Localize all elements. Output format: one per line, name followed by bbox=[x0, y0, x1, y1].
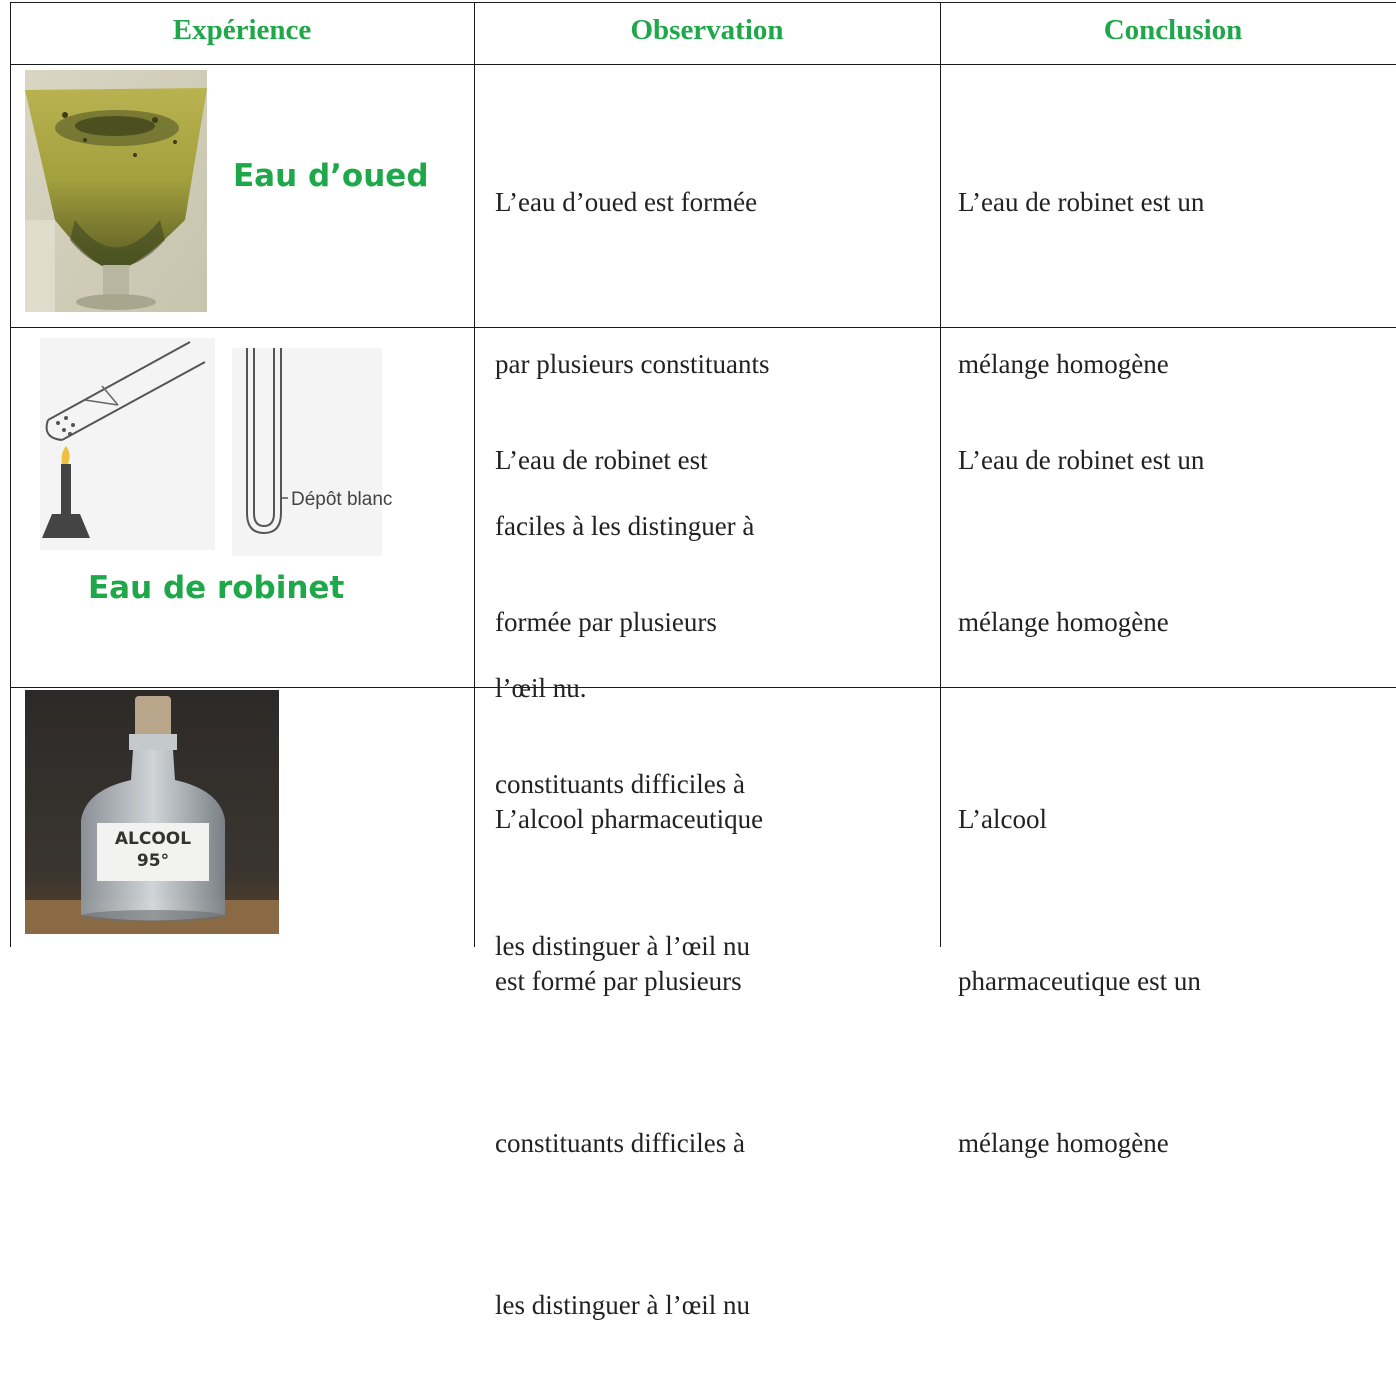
text-line: L’eau de robinet est bbox=[495, 445, 708, 475]
row-divider bbox=[10, 64, 1396, 65]
header-experience: Expérience bbox=[172, 14, 312, 46]
heating-tube-diagram bbox=[40, 338, 215, 550]
text-line: mélange homogène bbox=[958, 349, 1169, 379]
conclusion-tap-water bbox=[958, 325, 1204, 703]
text-line: formée par plusieurs bbox=[495, 607, 717, 637]
text-line: constituants difficiles à bbox=[495, 1128, 745, 1158]
text-line: mélange homogène bbox=[958, 1128, 1169, 1158]
column-divider bbox=[10, 2, 11, 947]
bottle-label-line: 95° bbox=[136, 851, 170, 871]
text-line: faciles à les distinguer à bbox=[495, 511, 755, 541]
text-line: L’eau de robinet est un bbox=[958, 445, 1205, 475]
column-divider bbox=[474, 2, 475, 947]
text-line: est formé par plusieurs bbox=[495, 966, 742, 996]
text-line: L’eau de robinet est un bbox=[958, 187, 1205, 217]
text-line: L’alcool pharmaceutique bbox=[495, 804, 764, 834]
header-observation: Observation bbox=[630, 14, 784, 46]
observation-alcohol bbox=[495, 684, 763, 1386]
text-line: les distinguer à l’œil nu bbox=[495, 1290, 750, 1320]
column-divider bbox=[940, 2, 941, 947]
test-tube-diagram bbox=[232, 348, 382, 556]
conclusion-alcohol bbox=[958, 684, 1201, 1224]
text-line: les distinguer à l’œil nu bbox=[495, 931, 750, 961]
text-line: mélange homogène bbox=[958, 607, 1169, 637]
text-line: L’alcool bbox=[958, 804, 1047, 834]
label-tap-water: Eau de robinet bbox=[88, 570, 345, 606]
river-water-glass-photo bbox=[25, 70, 207, 312]
text-line: l’œil nu. bbox=[495, 673, 587, 703]
table-border-top bbox=[10, 2, 1396, 3]
label-river-water: Eau d’oued bbox=[233, 158, 429, 194]
bottle-label-text bbox=[97, 828, 209, 872]
text-line: par plusieurs constituants bbox=[495, 349, 770, 379]
text-line: pharmaceutique est un bbox=[958, 966, 1201, 996]
alcohol-bottle-photo bbox=[25, 690, 279, 934]
label-white-deposit: Dépôt blanc bbox=[291, 489, 393, 510]
header-conclusion: Conclusion bbox=[1103, 14, 1243, 46]
bottle-label-line: ALCOOL bbox=[114, 829, 192, 849]
text-line: L’eau d’oued est formée bbox=[495, 187, 758, 217]
text-line: constituants difficiles à bbox=[495, 769, 745, 799]
